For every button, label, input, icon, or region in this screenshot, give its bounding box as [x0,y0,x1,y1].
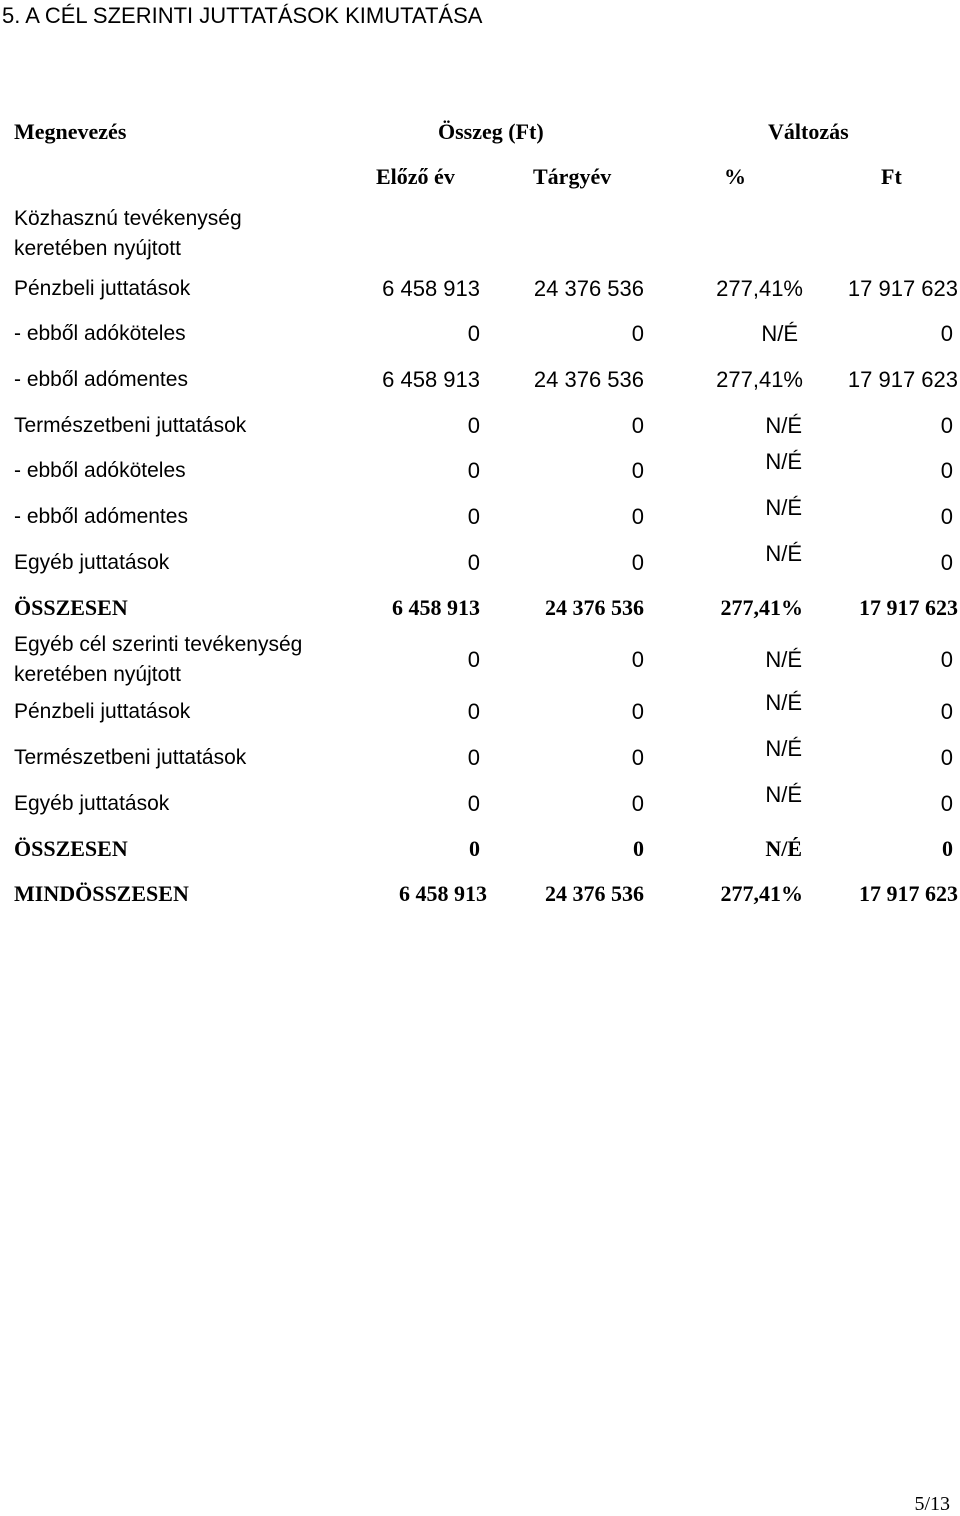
row-label: Pénzbeli juttatások [14,700,191,723]
row-pct: N/É [765,647,802,672]
row-ft: 0 [940,550,953,575]
header-change: Változás [768,119,849,144]
row-curr: 24 376 536 [545,881,644,906]
row-label: ÖSSZESEN [14,836,128,861]
row-prev: 0 [467,413,480,438]
row-prev: 6 458 913 [392,595,480,620]
row-ft: 0 [940,321,953,346]
row-prev: 0 [467,699,480,724]
row-ft: 0 [940,504,953,529]
row-curr: 0 [631,458,644,483]
row-pct: N/É [765,449,802,474]
row-pct: N/É [761,321,798,346]
page-title: 5. A CÉL SZERINTI JUTTATÁSOK KIMUTATÁSA [2,3,483,28]
row-curr: 0 [631,647,644,672]
row-label: ÖSSZESEN [14,595,128,620]
row-prev: 0 [467,458,480,483]
row-label: - ebből adómentes [14,368,188,391]
row-curr: 0 [631,550,644,575]
row-ft: 0 [940,699,953,724]
row-label: Egyéb juttatások [14,551,170,574]
row-pct: N/É [765,541,802,566]
section1-label-line1: Közhasznú tevékenység [14,207,242,230]
row-ft: 17 917 623 [847,367,958,392]
row-curr: 24 376 536 [545,595,644,620]
row-label: MINDÖSSZESEN [14,881,189,906]
section2-label-line1: Egyéb cél szerinti tevékenység [14,633,303,656]
row-pct: N/É [765,690,802,715]
row-ft: 0 [940,745,953,770]
row-prev: 6 458 913 [382,367,480,392]
row-label: Pénzbeli juttatások [14,277,191,300]
row-pct: N/É [765,413,802,438]
row-curr: 24 376 536 [533,276,644,301]
row-label: - ebből adóköteles [14,459,186,482]
row-curr: 0 [633,836,644,861]
header-ft: Ft [881,164,902,189]
row-ft: 0 [942,836,953,861]
row-label: - ebből adóköteles [14,322,186,345]
row-curr: 0 [631,745,644,770]
row-ft: 0 [940,647,953,672]
row-ft: 17 917 623 [859,881,958,906]
header-name: Megnevezés [14,119,127,144]
row-ft: 17 917 623 [847,276,958,301]
page-number: 5/13 [914,1493,950,1515]
row-prev: 6 458 913 [382,276,480,301]
header-amount: Összeg (Ft) [438,119,544,144]
row-curr: 0 [631,504,644,529]
row-pct: N/É [765,495,802,520]
row-prev: 0 [469,836,480,861]
row-label: Egyéb juttatások [14,792,170,815]
row-prev: 0 [467,321,480,346]
row-pct: 277,41% [720,595,803,620]
row-ft: 0 [940,413,953,438]
header-current-year: Tárgyév [533,164,612,189]
row-pct: N/É [765,782,802,807]
header-prev-year: Előző év [376,164,455,189]
row-pct: 277,41% [716,276,803,301]
row-label: Természetbeni juttatások [14,746,247,769]
header-percent: % [724,164,746,189]
section1-label-line2: keretében nyújtott [14,237,181,260]
row-pct: N/É [765,736,802,761]
row-curr: 0 [631,413,644,438]
row-prev: 0 [467,791,480,816]
row-ft: 0 [940,458,953,483]
row-prev: 0 [467,504,480,529]
row-ft: 17 917 623 [859,595,958,620]
row-curr: 0 [631,791,644,816]
row-pct: 277,41% [716,367,803,392]
row-curr: 0 [631,321,644,346]
row-label: - ebből adómentes [14,505,188,528]
row-ft: 0 [940,791,953,816]
row-pct: 277,41% [720,881,803,906]
row-curr: 24 376 536 [533,367,644,392]
row-prev: 0 [467,745,480,770]
section2-label-line2: keretében nyújtott [14,663,181,686]
row-pct: N/É [765,836,802,861]
row-curr: 0 [631,699,644,724]
row-prev: 0 [467,550,480,575]
row-prev: 6 458 913 [399,881,487,906]
row-prev: 0 [467,647,480,672]
row-label: Természetbeni juttatások [14,414,247,437]
